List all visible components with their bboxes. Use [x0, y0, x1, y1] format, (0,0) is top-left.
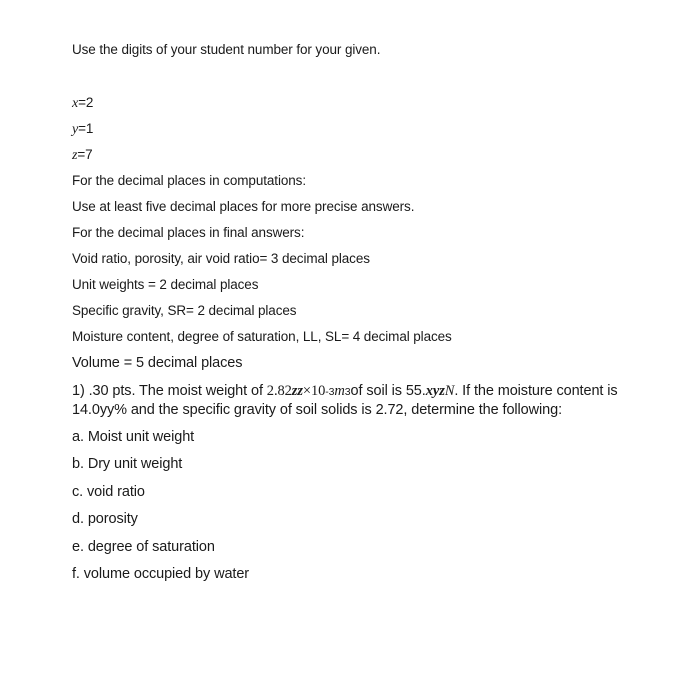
- question-b: b. Dry unit weight: [72, 456, 183, 472]
- problem-weight-text: of soil is 55.: [350, 383, 426, 399]
- instruction-moisture-content: Moisture content, degree of saturation, LL, SL= 4 decimal places: [72, 329, 452, 344]
- question-e: e. degree of saturation: [72, 539, 215, 555]
- problem-statement: [72, 382, 647, 419]
- variable-z-name: z: [72, 148, 78, 163]
- variable-y: [72, 121, 93, 138]
- question-c: c. void ratio: [72, 484, 145, 500]
- variable-z-value: =7: [77, 147, 93, 162]
- variable-z: [72, 147, 93, 164]
- variable-x: [72, 95, 93, 112]
- soil-volume-zz: zz: [291, 383, 303, 399]
- soil-weight-xyz: xyz: [425, 383, 445, 399]
- soil-volume-times: ×10: [302, 383, 326, 399]
- instruction-volume: Volume = 5 decimal places: [72, 355, 243, 371]
- soil-volume-number: 2.82: [266, 383, 292, 399]
- instruction-specific-gravity: Specific gravity, SR= 2 decimal places: [72, 303, 297, 318]
- variable-y-name: y: [72, 122, 79, 137]
- question-a: a. Moist unit weight: [72, 429, 195, 445]
- instruction-final-answers-heading: For the decimal places in final answers:: [72, 225, 305, 240]
- problem-intro: 1) .30 pts. The moist weight of: [72, 383, 267, 399]
- instruction-computations-heading: For the decimal places in computations:: [72, 173, 306, 188]
- question-d: d. porosity: [72, 511, 138, 527]
- instruction-five-decimals: Use at least five decimal places for more precise answers.: [72, 199, 415, 214]
- instruction-void-ratio: Void ratio, porosity, air void ratio= 3 decimal places: [72, 251, 370, 266]
- variable-x-value: =2: [78, 95, 94, 110]
- soil-volume-exponent: -3: [325, 386, 335, 398]
- problem-moisture-text: . If the moisture content is 14.0yy% and the specific gravity of soil solids is 2.72, determine the following:: [72, 383, 618, 418]
- variable-x-name: x: [72, 96, 79, 111]
- instruction-unit-weights: Unit weights = 2 decimal places: [72, 277, 259, 292]
- intro-text: Use the digits of your student number for your given.: [72, 42, 381, 57]
- soil-weight-unit: N: [444, 383, 455, 399]
- variable-y-value: =1: [78, 121, 94, 136]
- soil-volume-unit-power: 3: [344, 386, 351, 398]
- soil-volume-unit: m: [334, 383, 345, 399]
- question-f: f. volume occupied by water: [72, 566, 250, 582]
